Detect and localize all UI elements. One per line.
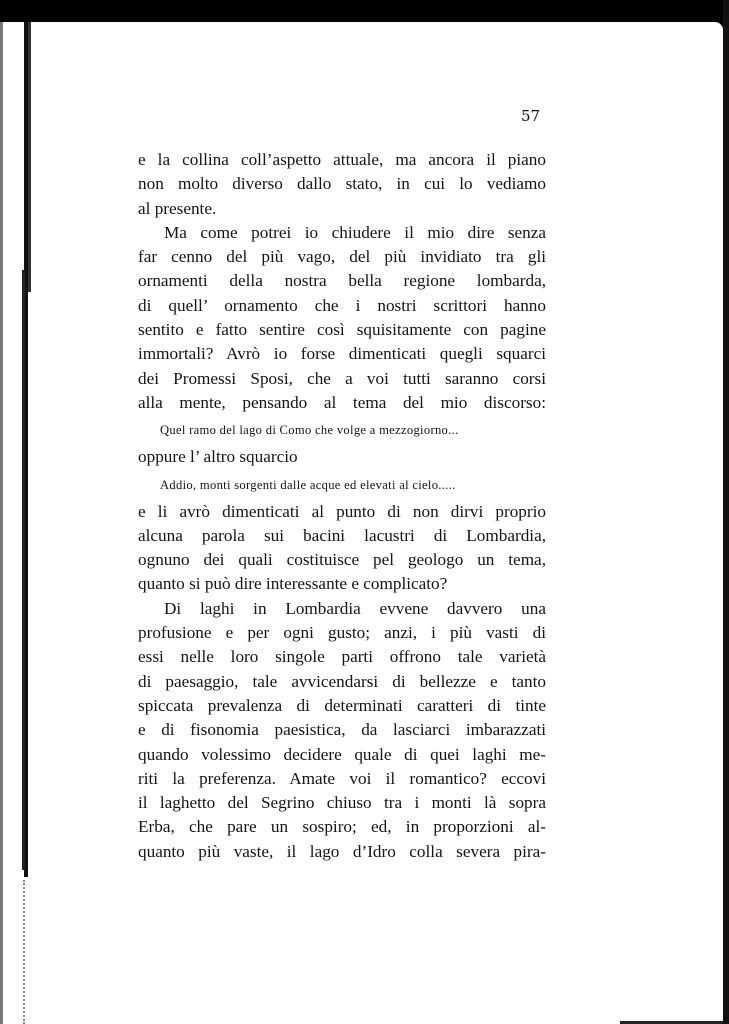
text-line: sentito e fatto sentire così squisitamente con pagine: [138, 320, 546, 340]
book-binding-edge-outer: [22, 270, 25, 870]
text-line: di quell’ ornamento che i nostri scrittori hanno: [138, 295, 546, 315]
text-line: dei Promessi Sposi, che a voi tutti saranno corsi: [138, 368, 546, 388]
text-line: quando volessimo decidere quale di quei laghi me-: [138, 744, 546, 764]
paragraph-2: [138, 221, 546, 415]
text-line: ognuno dei quali costituisce pel geologo un tema,: [138, 550, 546, 570]
block-quote: Addio, monti sorgenti dalle acque ed elevati al cielo.....: [160, 477, 456, 492]
text-line: al presente.: [138, 198, 217, 218]
text-line: essi nelle loro singole parti offrono tale varietà: [138, 647, 546, 667]
text-line: immortali? Avrò io forse dimenticati quegli squarci: [138, 344, 546, 364]
book-binding-dotted-edge: [23, 880, 27, 1024]
text-line: far cenno del più vago, del più invidiato tra gli: [138, 247, 546, 267]
page-number: 57: [521, 107, 541, 125]
text-line: quanto più vaste, il lago d’Idro colla severa pira-: [138, 841, 546, 861]
page-corner: [715, 22, 723, 30]
block-quote: Quel ramo del lago di Como che volge a mezzogiorno...: [160, 423, 459, 438]
text-line: quanto si può dire interessante e complicato?: [138, 574, 448, 594]
text-line: riti la preferenza. Amate voi il romantico? eccovi: [138, 768, 546, 788]
paragraph-1: [138, 148, 546, 221]
connector-line: oppure l’ altro squarcio: [138, 447, 298, 467]
scan-right-border: [723, 0, 729, 1024]
text-line: Di laghi in Lombardia evvene davvero una: [164, 598, 546, 618]
text-line: e la collina coll’aspetto attuale, ma ancora il piano: [138, 150, 546, 169]
body-text: [138, 148, 546, 864]
text-line: e di fisonomia paesistica, da lasciarci imbarazzati: [138, 720, 546, 740]
text-line: Ma come potrei io chiudere il mio dire senza: [164, 222, 546, 242]
scan-top-border: [0, 0, 729, 22]
text-line: di paesaggio, tale avvicendarsi di bellezze e tanto: [138, 671, 546, 691]
text-line: non molto diverso dallo stato, in cui lo vediamo: [138, 174, 546, 194]
paragraph-3: [138, 500, 546, 597]
text-line: il laghetto del Segrino chiuso tra i monti là sopra: [138, 793, 546, 813]
scan-left-strip: [0, 22, 3, 1024]
text-line: ornamenti della nostra bella regione lombarda,: [138, 271, 546, 291]
text-line: alla mente, pensando al tema del mio discorso:: [138, 392, 546, 412]
text-line: Erba, che pare un sospiro; ed, in proporzioni al-: [138, 817, 546, 837]
text-line: profusione e per ogni gusto; anzi, i più vasti di: [138, 623, 546, 643]
text-line: e li avrò dimenticati al punto di non dirvi proprio: [138, 501, 546, 521]
text-line: spiccata prevalenza di determinati caratteri di tinte: [138, 695, 546, 715]
paragraph-4: [138, 597, 546, 864]
text-line: alcuna parola sui bacini lacustri di Lombardia,: [138, 525, 546, 545]
book-binding-edge-inner: [28, 22, 31, 292]
